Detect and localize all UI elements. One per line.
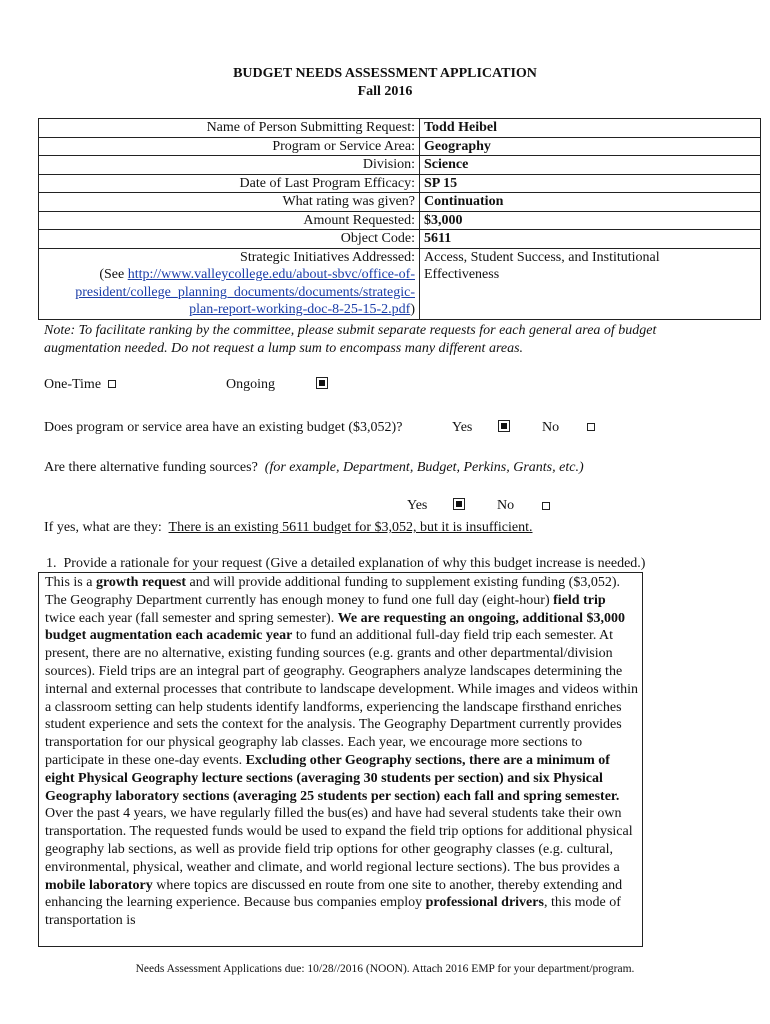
ongoing-checkbox[interactable]: [316, 377, 328, 389]
info-value[interactable]: Todd Heibel: [420, 119, 761, 138]
existing-budget-yes-label: Yes: [452, 420, 473, 435]
if-yes-answer[interactable]: There is an existing 5611 budget for $3,052, but it is insufficient.: [168, 520, 533, 535]
see-suffix: ): [410, 302, 415, 317]
existing-budget-no-label: No: [542, 420, 560, 435]
info-row: [39, 119, 761, 138]
info-row: [39, 156, 761, 175]
one-time-label: One-Time: [44, 377, 102, 392]
see-prefix: (See: [99, 267, 128, 282]
alt-funding-yes-checkbox[interactable]: [453, 498, 465, 510]
info-label: Object Code:: [39, 230, 420, 249]
strategic-initiatives-row: [39, 248, 761, 319]
strategic-plan-link[interactable]: http://www.valleycollege.edu/about-sbvc/office-of- president/college_planning_documents/documents/strategic- plan-report-working-doc-8-25-15-2.pdf: [75, 267, 415, 317]
strategic-label: Strategic Initiatives Addressed:: [240, 249, 415, 265]
info-value[interactable]: $3,000: [420, 211, 761, 230]
info-value[interactable]: SP 15: [420, 174, 761, 193]
alt-funding-yes-label: Yes: [407, 498, 428, 513]
info-row: [39, 211, 761, 230]
info-label: Program or Service Area:: [39, 137, 420, 156]
info-label: Name of Person Submitting Request:: [39, 119, 420, 138]
ongoing-label: Ongoing: [226, 377, 275, 392]
rationale-text-box[interactable]: This is a growth request and will provide additional funding to supplement existing funding ($3,052). The Geography Department currently has enough money to fund one full day (eight-hour) field trip twice each year (fall semester and spring semester). We are requesting an ongoing, additional $3,000 budget augmentation each academic year to fund an additional full-day field trip each semester. At present, there are no alternative, existing funding sources (e.g. grants and other departmental/division sources). Field trips are an integral part of geography. Geographers analyze landscapes determining the internal and external processes that contribute to landscape development. While images and videos within a classroom setting can help students identify landforms, experiencing the landscape firsthand enriches student experience and sets the context for the analysis. The Geography Department currently provides transportation for our physical geography lab classes. Each year, we encourage more sections to participate in these one-day events. Excluding other Geography sections, there are a minimum of eight Physical Geography lecture sections (averaging 30 students per section) and six Physical Geography laboratory sections (averaging 25 students per section) each fall and spring semester. Over the past 4 years, we have regularly filled the bus(es) and have had several students take their own transportation. The requested funds would be used to expand the field trip options for additional physical geography lab sections, as well as provide field trip options for other geography classes (e.g. cultural, environmental, physical, weather and climate, and world regional lecture sections). The bus provides a mobile laboratory where topics are discussed en route from one site to another, thereby extending and enhancing the learning experience. Because bus companies employ professional drivers, this mode of transportation is: [38, 572, 643, 947]
info-value[interactable]: Continuation: [420, 193, 761, 212]
info-label: Division:: [39, 156, 420, 175]
info-row: [39, 193, 761, 212]
existing-budget-yes-checkbox[interactable]: [498, 420, 510, 432]
info-row: [39, 174, 761, 193]
info-value[interactable]: Geography: [420, 137, 761, 156]
existing-budget-no-checkbox[interactable]: [587, 423, 595, 431]
info-value[interactable]: 5611: [420, 230, 761, 249]
alt-funding-no-label: No: [497, 498, 515, 513]
info-label: Date of Last Program Efficacy:: [39, 174, 420, 193]
alt-funding-no-checkbox[interactable]: [542, 502, 550, 510]
strategic-label-cell: [39, 248, 420, 319]
info-label: What rating was given?: [39, 193, 420, 212]
info-label: Amount Requested:: [39, 211, 420, 230]
question-1: 1. Provide a rationale for your request (Give a detailed explanation of why this budget increase is needed.): [46, 556, 646, 571]
request-info-table: [38, 118, 761, 320]
strategic-value-cell: Access, Student Success, and Institutional Effectiveness: [420, 248, 761, 319]
info-row: [39, 230, 761, 249]
info-value[interactable]: Science: [420, 156, 761, 175]
alt-funding-question: Are there alternative funding sources? (for example, Department, Budget, Perkins, Grants, etc.): [44, 460, 584, 475]
due-date-footer: Needs Assessment Applications due: 10/28//2016 (NOON). Attach 2016 EMP for your department/program.: [135, 963, 635, 975]
document-title: BUDGET NEEDS ASSESSMENT APPLICATION: [233, 66, 537, 81]
one-time-checkbox[interactable]: [108, 380, 116, 388]
document-term: Fall 2016: [357, 84, 413, 99]
info-row: [39, 137, 761, 156]
existing-budget-question: Does program or service area have an existing budget ($3,052)?: [44, 420, 403, 435]
ranking-note: Note: To facilitate ranking by the committee, please submit separate requests for each general area of budget augmentation needed. Do not request a lump sum to encompass many different areas.: [44, 323, 657, 356]
if-yes-line: If yes, what are they: There is an existing 5611 budget for $3,052, but it is insufficient.: [44, 520, 533, 535]
